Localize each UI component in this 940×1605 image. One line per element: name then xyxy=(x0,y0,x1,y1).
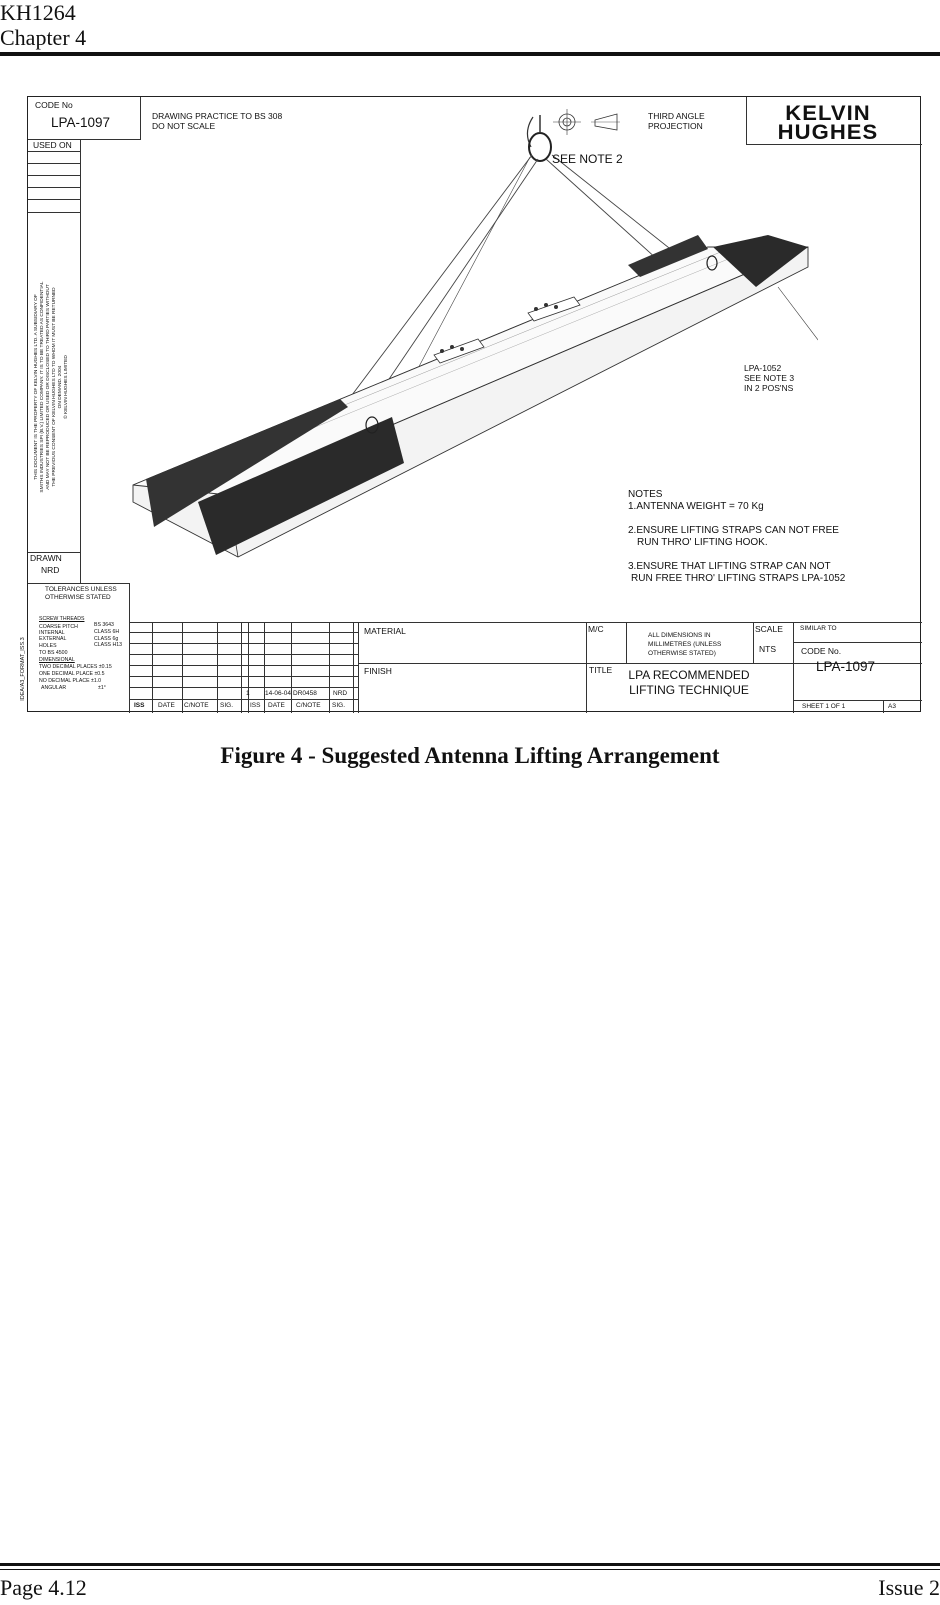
chapter-title: Chapter 4 xyxy=(0,25,87,50)
sheet-number: SHEET 1 OF 1 xyxy=(802,703,846,710)
projection-note: THIRD ANGLE PROJECTION xyxy=(648,111,705,131)
footer-rule xyxy=(0,1563,940,1566)
drawing-notes: NOTES 1.ANTENNA WEIGHT = 70 Kg 2.ENSURE LIFTING STRAPS CAN NOT FREE RUN THRO' LIFTING HOOK. 3.ENSURE THAT LIFTING STRAP CAN NOT RUN FREE THRO' LIFTING STRAPS LPA-1052 xyxy=(628,489,846,584)
issue-number: Issue 2 xyxy=(878,1575,940,1600)
tolerances-title: TOLERANCES UNLESS OTHERWISE STATED xyxy=(45,586,117,601)
confidentiality-notice: THIS DOCUMENT IS THE PROPERTY OF KELVIN HUGHES LTD. A SUBSIDIARY OF SMITHS INDUSTRIES SPI (B.V.) LIMITED COMPANY. IT IS TO BE TREATED AS CONFIDENTIAL AND MAY NOT BE REPRODUCED OR USED OR DISCLOSED TO THIRD PARTIES WITHOUT THE PREVIOUS CONSENT OF KELVIN HUGHES LTD TO WHOM IT MUST BE RETURNED ON DEMAND. 2004 © KELVIN HUGHES LIMITED xyxy=(34,281,69,493)
drawing-practice: DRAWING PRACTICE TO BS 308 DO NOT SCALE xyxy=(152,111,283,131)
title-label: TITLE xyxy=(589,665,613,675)
finish-label: FINISH xyxy=(364,666,392,676)
similar-to-label: SIMILAR TO xyxy=(800,625,837,632)
document-id: KH1264 xyxy=(0,0,76,25)
kelvin-hughes-logo: KELVIN HUGHES xyxy=(777,102,879,144)
sheet-size: A3 xyxy=(888,703,896,710)
code-no-label: CODE No xyxy=(35,100,73,110)
code-no2-label: CODE No. xyxy=(801,646,842,656)
drawn-by: NRD xyxy=(41,565,60,575)
page-number: Page 4.12 xyxy=(0,1575,87,1600)
rev-cnote: DR0458 xyxy=(293,690,317,697)
code-no2: LPA-1097 xyxy=(816,659,876,674)
format-code: IDEA/A3_FORMAT_ISS.3 xyxy=(20,637,26,701)
rev-iss: 1 xyxy=(246,690,250,697)
strap-callout: LPA-1052 SEE NOTE 3 IN 2 POS'NS xyxy=(744,363,795,393)
dimensions-note: ALL DIMENSIONS IN MILLIMETRES (UNLESS OTHERWISE STATED) xyxy=(648,632,722,657)
page-header xyxy=(0,0,86,50)
rev-date: 14-06-04 xyxy=(265,690,292,697)
header-rule xyxy=(0,52,940,56)
drawing-title: LPA RECOMMENDED LIFTING TECHNIQUE xyxy=(628,668,750,697)
rev-sig: NRD xyxy=(333,690,348,697)
material-label: MATERIAL xyxy=(364,626,406,636)
scale-value: NTS xyxy=(759,644,776,654)
scale-label: SCALE xyxy=(755,624,783,634)
engineering-drawing: CODE No LPA-1097 USED ON THIS DOCUMENT IS THE PROPERTY OF KELVIN HUGHES LTD. A SUBSIDIARY OF SMITHS INDUSTRIES SPI (B.V.) LIMITED COMPANY. IT IS TO BE TREATED AS CONFIDENTIAL AND MAY NOT BE REPRODUCED OR USED OR DISCLOSED TO THIRD PARTIES WITHOUT THE PREVIOUS CONSENT OF KELVIN HUGHES LTD TO WHOM IT MUST BE RETURNED ON DEMAND. 2004 © KELVIN HUGHES LIMITED DRAWN NRD TOLERANCES UNLESS OTHERWISE STATED SCREW THREADS COARSE PITCH BS 3643 INTERNAL CLASS 6H EXTERNAL CLASS 6g HOLES CLASS H13 TO BS 4500 DIMENSIONAL TWO DECIMAL PLACES ±0.15 ONE DECIMAL PLACE ±0.5 NO DECIMAL PLACE ±1.0 ANGULAR ±1° IDEA/A3_FORMAT_ISS.3 DRAWING PRACTICE TO BS 308 DO NOT SCALE THIRD ANGLE PROJECTION KELVIN HUGHES SEE NOTE 2 LPA-1052 SEE NOTE 3 IN 2 POS'NS NOTES 1.ANTENNA WEIGHT = 70 Kg 2.ENSURE LIFTING STRAPS CAN NOT FREE RUN THRO' LIFTING HOOK. 3.ENSURE THAT LIFTING STRAP CAN NOT RUN FREE THRO' LIFTING STRAPS LPA-1052 1 14-06-04 DR0458 NRD ISS DATE C/NOTE SIG. ISS DATE C/NOTE SIG. MATERIAL M/C ALL DIMENSIONS IN MILLIMETRES (UNLESS OTHERWISE STATED) SCALE NTS SIMILAR TO FINISH TITLE LPA RECOMMENDED LIFTING TECHNIQUE CODE No. LPA-1097 SHEET 1 OF 1 A3 xyxy=(27,96,921,712)
see-note-2-label: SEE NOTE 2 xyxy=(552,152,623,166)
used-on-label: USED ON xyxy=(33,140,72,150)
figure-caption: Figure 4 - Suggested Antenna Lifting Arrangement xyxy=(220,743,720,768)
mc-label: M/C xyxy=(588,624,604,634)
code-no: LPA-1097 xyxy=(51,115,111,130)
drawn-label: DRAWN xyxy=(30,553,62,563)
